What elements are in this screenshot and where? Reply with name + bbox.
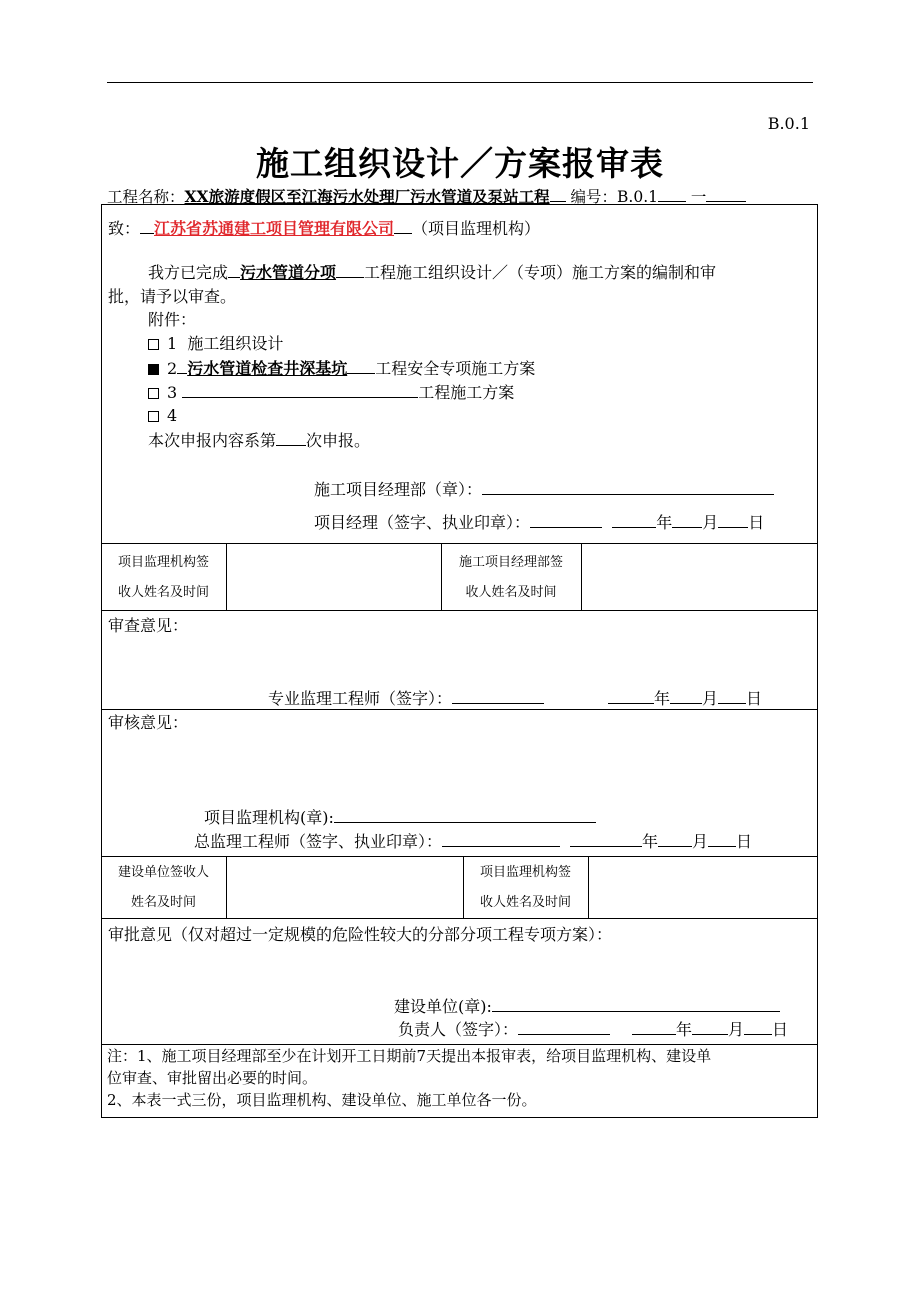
number-blank-2[interactable]: [706, 187, 746, 202]
body-line-1: [148, 262, 716, 283]
year-label: 年: [676, 1020, 693, 1039]
audit-signer-line: [194, 831, 752, 852]
receipt-label-line: 施工项目经理部签: [458, 555, 563, 570]
recipient-role: （项目监理机构）: [412, 219, 541, 238]
day-label: 日: [746, 689, 763, 708]
audit-label: 审核意见：: [108, 713, 189, 732]
attachment-item: [148, 406, 177, 426]
dept-seal-field[interactable]: [482, 479, 774, 495]
attachment-item: [148, 358, 535, 379]
attachment-item: [148, 382, 514, 403]
attachment-item: [148, 334, 283, 354]
attachment-num: 3: [167, 383, 178, 402]
divider: [101, 610, 818, 611]
divider: [226, 543, 227, 610]
divider: [101, 543, 818, 544]
attachment-label: 施工组织设计: [187, 334, 284, 353]
day-field[interactable]: [744, 1019, 772, 1035]
year-field[interactable]: [632, 1019, 676, 1035]
notes: [107, 1045, 807, 1111]
month-label: 月: [692, 832, 709, 851]
submission-prefix: 本次申报内容系第: [148, 431, 277, 450]
receipt-label: [463, 858, 588, 918]
approval-label: 审批意见（仅对超过一定规模的危险性较大的分部分项工程专项方案）：: [108, 925, 613, 944]
attachment-blank-left: [177, 358, 187, 374]
audit-signer-label: 总监理工程师（签字、执业印章）：: [194, 832, 443, 851]
audit-org-line: [204, 807, 596, 828]
month-field[interactable]: [672, 512, 702, 528]
approval-unit-line: [394, 996, 780, 1017]
review-label: 审查意见：: [108, 616, 189, 635]
receipt-label-line: 收人姓名及时间: [465, 585, 557, 600]
receipt-label-line: 收人姓名及时间: [117, 585, 209, 600]
receipt-label-line: 项目监理机构签: [479, 865, 571, 880]
audit-org-label: 项目监理机构(章):: [204, 808, 334, 827]
note-line: 位审查、审批留出必要的时间。: [107, 1069, 318, 1087]
attachment-checkbox[interactable]: [148, 339, 159, 350]
attachment-num: 4: [167, 406, 178, 425]
receipt-label-line: 收人姓名及时间: [479, 895, 571, 910]
attachment-checkbox[interactable]: [148, 411, 159, 422]
attachment-label: 工程安全专项施工方案: [375, 359, 536, 378]
approval-signature-field[interactable]: [518, 1019, 610, 1035]
project-name-blank: [550, 187, 566, 202]
attachment-blank-right: [347, 358, 375, 374]
number-label: 编号：B.0.1: [570, 188, 658, 206]
divider: [581, 543, 582, 610]
receipt-label: [101, 548, 226, 608]
day-field[interactable]: [718, 512, 748, 528]
year-label: 年: [654, 689, 671, 708]
day-label: 日: [736, 832, 753, 851]
attachment-label: 工程施工方案: [418, 383, 515, 402]
month-field[interactable]: [670, 688, 702, 704]
approval-person-line: [398, 1019, 788, 1040]
recipient-blank-right: [394, 218, 412, 234]
divider: [588, 856, 589, 918]
manager-signature-field[interactable]: [530, 512, 602, 528]
address-line: [108, 218, 540, 239]
receipt-label-line: 建设单位签收人: [117, 865, 209, 880]
attachment-num: 1: [167, 334, 178, 353]
year-field[interactable]: [612, 512, 656, 528]
completed-blank-left: [228, 262, 240, 278]
number-blank-1[interactable]: [658, 187, 686, 202]
completed-item: 污水管道分项: [240, 263, 337, 282]
to-label: 致：: [108, 219, 141, 238]
audit-signature-field[interactable]: [442, 831, 560, 847]
submission-suffix: 次申报。: [306, 431, 371, 450]
completed-suffix: 工程施工组织设计／（专项）施工方案的编制和审: [364, 263, 717, 282]
month-label: 月: [728, 1020, 745, 1039]
receipt-label-line: 姓名及时间: [130, 895, 196, 910]
year-label: 年: [642, 832, 659, 851]
divider: [101, 918, 818, 919]
note-line: 2、本表一式三份，项目监理机构、建设单位、施工单位各一份。: [107, 1091, 537, 1109]
attachment-checkbox-checked[interactable]: [148, 364, 159, 375]
year-field[interactable]: [570, 831, 642, 847]
approval-person-label: 负责人（签字）：: [398, 1020, 519, 1039]
year-label: 年: [656, 513, 673, 532]
attachment-num: 2: [167, 359, 178, 378]
approval-unit-seal-field[interactable]: [492, 996, 780, 1012]
note-line: 注：1、施工项目经理部至少在计划开工日期前7天提出本报审表，给项目监理机构、建设单: [107, 1047, 712, 1065]
dept-label: 施工项目经理部（章）：: [314, 480, 483, 499]
day-label: 日: [748, 513, 765, 532]
audit-org-seal-field[interactable]: [334, 807, 596, 823]
attachment-checkbox[interactable]: [148, 388, 159, 399]
attachment-name: 污水管道检查井深基坑: [187, 359, 348, 378]
month-label: 月: [702, 513, 719, 532]
number-dash: 一: [690, 188, 707, 206]
recipient-name: 江苏省苏通建工项目管理有限公司: [154, 219, 395, 238]
divider: [101, 709, 818, 710]
divider: [101, 856, 818, 857]
top-rule: [107, 82, 813, 83]
attachment-name-field[interactable]: [182, 382, 418, 398]
month-field[interactable]: [658, 831, 692, 847]
day-field[interactable]: [718, 688, 746, 704]
completed-prefix: 我方已完成: [148, 263, 229, 282]
year-field[interactable]: [608, 688, 654, 704]
body-line-2: 批，请予以审查。: [108, 287, 237, 306]
receipt-label-line: 项目监理机构签: [117, 555, 209, 570]
approval-unit-label: 建设单位(章):: [394, 997, 492, 1016]
review-signer-label: 专业监理工程师（签字）：: [268, 689, 453, 708]
submission-count-field[interactable]: [276, 430, 306, 446]
project-label: 工程名称：: [107, 188, 185, 206]
divider: [226, 856, 227, 918]
form-code: B.0.1: [767, 114, 810, 133]
month-field[interactable]: [692, 1019, 728, 1035]
manager-sign-line: [314, 512, 764, 533]
manager-label: 项目经理（签字、执业印章）：: [314, 513, 531, 532]
attachments-label: 附件：: [148, 310, 197, 329]
submission-line: [148, 430, 370, 451]
receipt-label: [101, 858, 226, 918]
day-field[interactable]: [708, 831, 736, 847]
project-name: XX旅游度假区至江海污水处理厂污水管道及泵站工程: [184, 187, 550, 206]
receipt-label: [441, 548, 581, 608]
month-label: 月: [702, 689, 719, 708]
review-signature-field[interactable]: [452, 688, 544, 704]
recipient-blank-left: [140, 218, 154, 234]
completed-blank-right: [336, 262, 364, 278]
page-title: 施工组织设计／方案报审表: [256, 144, 664, 183]
review-signer-line: [268, 688, 762, 709]
day-label: 日: [772, 1020, 789, 1039]
dept-seal-line: [314, 479, 774, 500]
